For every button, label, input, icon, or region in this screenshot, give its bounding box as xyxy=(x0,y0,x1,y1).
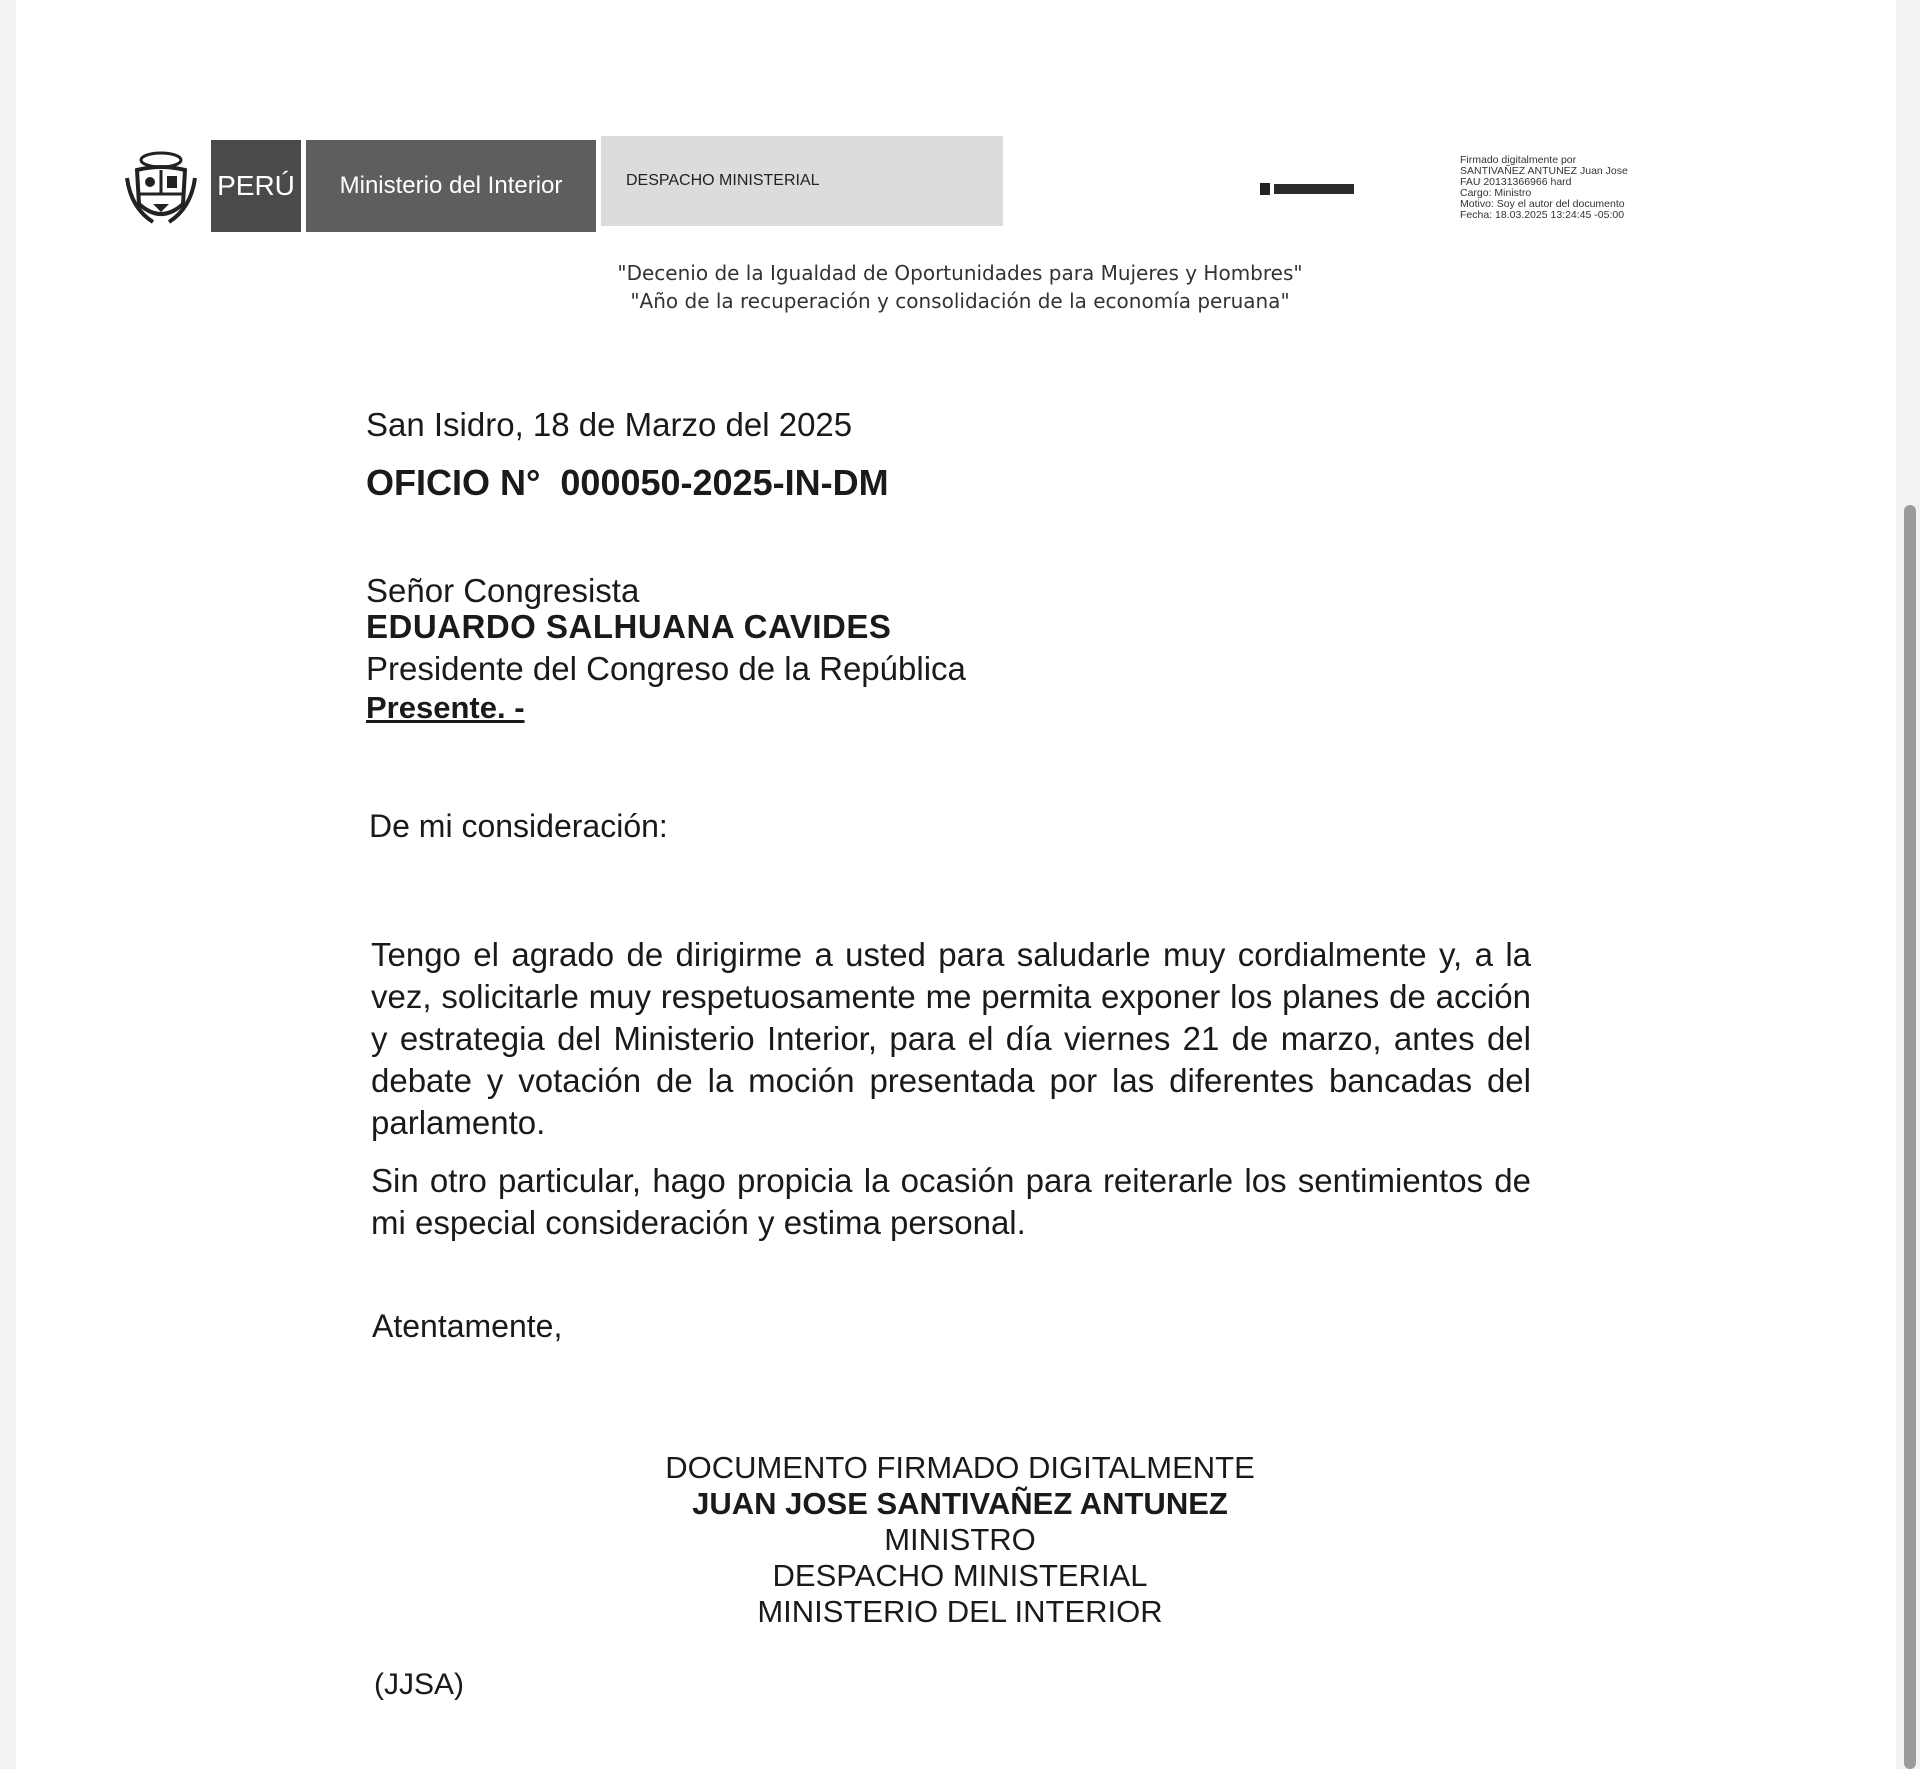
decenio-line: "Decenio de la Igualdad de Oportunidades para Mujeres y Hombres" xyxy=(617,261,1303,285)
vertical-scrollbar[interactable] xyxy=(1902,0,1916,1769)
peru-label: PERÚ xyxy=(211,140,301,232)
presente-label: Presente. - xyxy=(366,690,525,725)
despacho-label: DESPACHO MINISTERIAL xyxy=(601,136,1003,226)
body-paragraph: Sin otro particular, hago propicia la ocasión para reiterarle los sentimientos de mi especial consideración y estima personal. xyxy=(371,1162,1531,1241)
signature-info-line: FAU 20131366966 hard xyxy=(1460,176,1572,188)
ministerio-label: Ministerio del Interior xyxy=(306,140,596,232)
addressee-name: EDUARDO SALHUANA CAVIDES xyxy=(366,608,892,645)
signer-name: JUAN JOSE SANTIVAÑEZ ANTUNEZ xyxy=(692,1486,1228,1521)
signature-info-line: Cargo: Ministro xyxy=(1460,187,1532,199)
signature-info-line: Fecha: 18.03.2025 13:24:45 -05:00 xyxy=(1460,209,1625,221)
scrollbar-thumb[interactable] xyxy=(1904,505,1916,1769)
closing: Atentamente, xyxy=(372,1308,563,1344)
signer-ministry: MINISTERIO DEL INTERIOR xyxy=(757,1594,1163,1629)
addressee-role: Presidente del Congreso de la República xyxy=(366,650,966,687)
signature-info-line: Firmado digitalmente por xyxy=(1460,154,1577,166)
body-paragraph: Tengo el agrado de dirigirme a usted para saludarle muy cordialmente y, a la vez, solicitarle muy respetuosamente me permita exponer los planes de acción y estrategia del Ministerio Interior, para el día viernes 21 de marzo, antes del debate y votación de la moción presentada por las diferentes bancadas del parlamento. xyxy=(371,936,1531,1141)
signer-office: DESPACHO MINISTERIAL xyxy=(772,1558,1148,1593)
digital-signature-stamp-icon xyxy=(1260,180,1354,198)
signature-info-line: Motivo: Soy el autor del documento xyxy=(1460,198,1625,210)
oficio-number: OFICIO N° 000050-2025-IN-DM xyxy=(366,462,889,503)
digital-signature-info xyxy=(1460,155,1720,221)
signature-line: DOCUMENTO FIRMADO DIGITALMENTE xyxy=(665,1450,1255,1485)
letter-date: San Isidro, 18 de Marzo del 2025 xyxy=(366,406,853,443)
greeting: De mi consideración: xyxy=(369,808,668,844)
signature-info-line: SANTIVAÑEZ ANTUNEZ Juan Jose xyxy=(1460,165,1628,177)
addressee-title: Señor Congresista xyxy=(366,572,640,609)
coat-of-arms-icon xyxy=(123,148,199,228)
signer-role: MINISTRO xyxy=(884,1522,1036,1557)
document-page xyxy=(16,0,1896,1769)
year-name-line: "Año de la recuperación y consolidación de la economía peruana" xyxy=(630,289,1290,313)
initials: (JJSA) xyxy=(374,1668,464,1701)
